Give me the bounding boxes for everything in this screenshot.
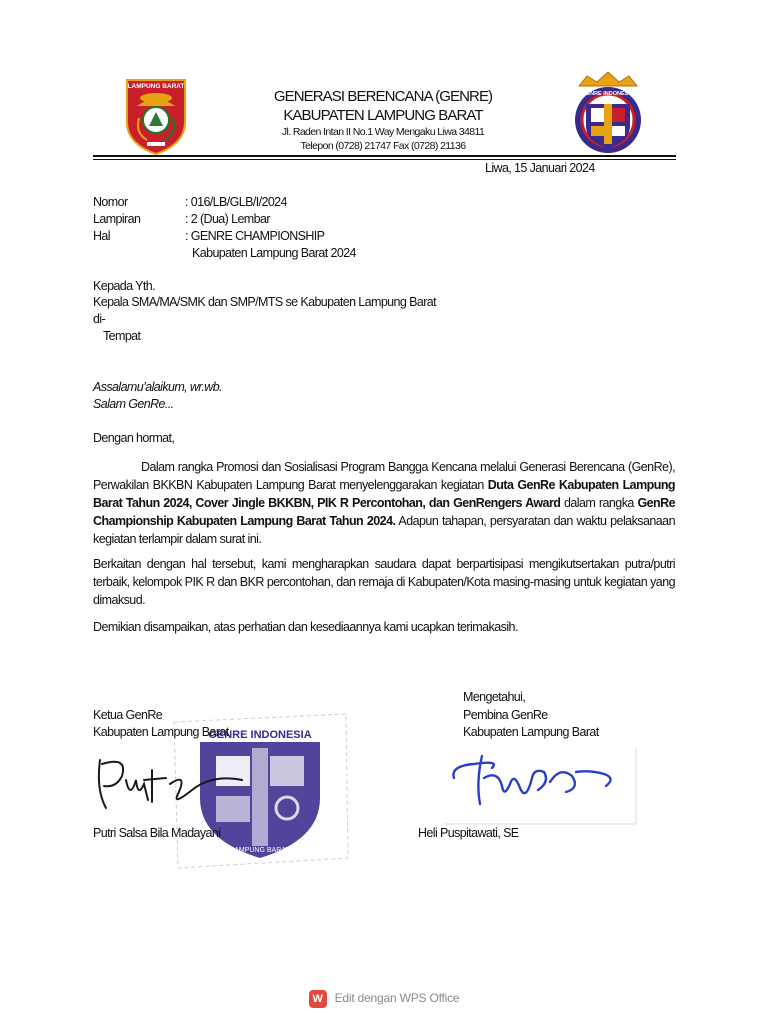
lampung-barat-logo <box>125 78 187 156</box>
wps-office-icon: W <box>309 990 327 1008</box>
lampiran-label: Lampiran <box>93 212 141 226</box>
stamp-bottom-text: LAMPUNG BARAT <box>230 847 290 854</box>
genre-indonesia-logo <box>571 68 645 158</box>
hal-value-2: Kabupaten Lampung Barat 2024 <box>192 246 356 260</box>
right-sign-pre: Mengetahui, <box>463 690 526 704</box>
nomor-label: Nomor <box>93 195 128 209</box>
hal-value: : GENRE CHAMPIONSHIP <box>185 229 325 243</box>
stamp-top-text: GENRE INDONESIA <box>208 729 312 741</box>
paragraph-1: Dalam rangka Promosi dan Sosialisasi Program Bangga Kencana melalui Generasi Berencana (GenRe), Perwakilan BKKBN Kabupaten Lampung Barat menyelenggarakan kegiatan Duta GenRe Kabupaten Lampung Barat Tahun 2024, Cover Jingle BKKBN, PIK R Percontohan, dan GenRengers Award dalam rangka GenRe Championship Kabupaten Lampung Barat Tahun 2024. Adapun tahapan, persyaratan dan waktu pelaksanaan kegiatan terlampir dalam surat ini. <box>93 460 675 546</box>
paragraph-3: Demikian disampaikan, atas perhatian dan kesediaannya kami ucapkan terimakasih. <box>93 620 518 634</box>
recipient-line1: Kepada Yth. <box>93 279 155 293</box>
salam-2: Salam GenRe... <box>93 397 174 411</box>
wps-watermark[interactable] <box>0 990 768 1008</box>
hal-label: Hal <box>93 229 110 243</box>
right-signature <box>440 742 640 828</box>
org-address: Jl. Raden Intan II No.1 Way Mengaku Liwa 34811 <box>281 126 485 138</box>
left-signature <box>92 750 262 820</box>
recipient-line4: Tempat <box>103 329 141 343</box>
left-sign-title2: Kabupaten Lampung Barat <box>93 725 229 739</box>
nomor-value: : 016/LB/GLB/I/2024 <box>185 195 287 209</box>
left-sign-title1: Ketua GenRe <box>93 708 163 722</box>
right-sign-title1: Pembina GenRe <box>463 708 548 722</box>
svg-text:GENRE INDONESIA: GENRE INDONESIA <box>582 91 634 97</box>
paragraph-2: Berkaitan dengan hal tersebut, kami mengharapkan saudara dapat berpartisipasi mengikutsertakan putra/putri terbaik, kelompok PIK R dan BKR percontohan, dan remaja di Kabupaten/Kota masing-masing untuk kegiatan yang dimaksud. <box>93 557 675 607</box>
right-sign-name: Heli Puspitawati, SE <box>418 826 519 840</box>
org-phone: Telepon (0728) 21747 Fax (0728) 21136 <box>300 140 466 152</box>
right-sign-title2: Kabupaten Lampung Barat <box>463 725 599 739</box>
salam-1: Assalamu’alaikum, wr.wb. <box>93 380 222 394</box>
letter-date: Liwa, 15 Januari 2024 <box>485 161 595 175</box>
left-sign-name: Putri Salsa Bila Madayani <box>93 826 221 840</box>
org-name-line2: KABUPATEN LAMPUNG BARAT <box>283 107 483 124</box>
lampiran-value: : 2 (Dua) Lembar <box>185 212 270 226</box>
opening: Dengan hormat, <box>93 431 175 445</box>
header-rule-thick <box>93 155 676 157</box>
recipient-line2: Kepala SMA/MA/SMK dan SMP/MTS se Kabupaten Lampung Barat <box>93 295 436 309</box>
recipient-line3: di- <box>93 312 106 326</box>
wps-label: Edit dengan WPS Office <box>334 991 460 1006</box>
org-name-line1: GENERASI BERENCANA (GENRE) <box>273 88 493 105</box>
header-rule-thin <box>93 159 676 160</box>
logo-text: LAMPUNG BARAT <box>127 83 185 90</box>
